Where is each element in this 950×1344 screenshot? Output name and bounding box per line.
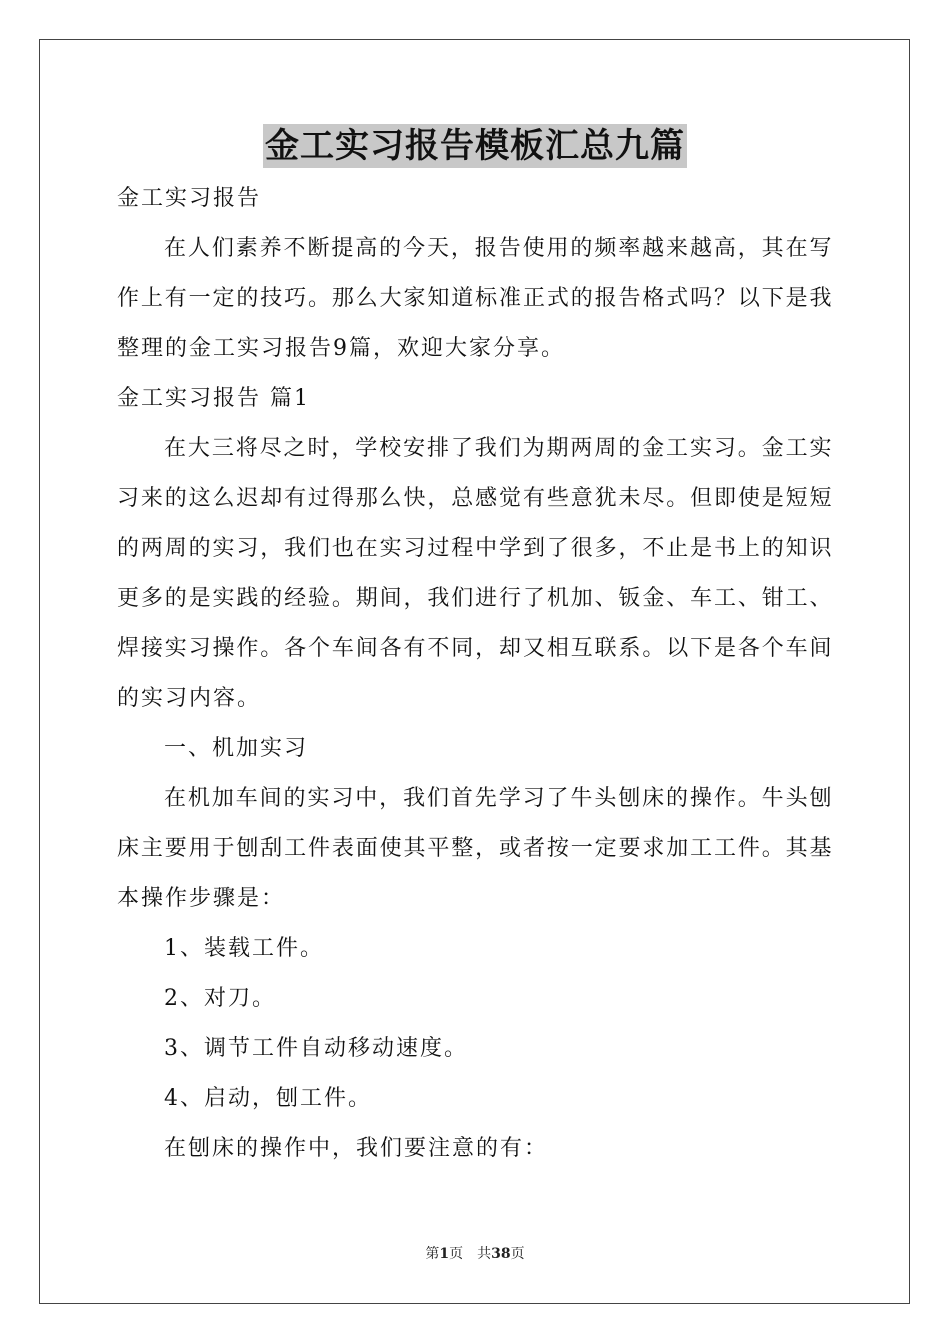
current-page-number: 1	[439, 1246, 450, 1262]
paragraph-line: 整理的金工实习报告9篇，欢迎大家分享。	[117, 336, 565, 361]
footer-prefix: 第	[425, 1246, 440, 1262]
paragraph-line: 在机加车间的实习中，我们首先学习了牛头刨床的操作。牛头刨	[164, 786, 833, 811]
subsection-heading: 一、机加实习	[164, 736, 309, 761]
paragraph-line: 的两周的实习，我们也在实习过程中学到了很多，不止是书上的知识	[117, 536, 833, 561]
footer-mid: 页 共	[449, 1246, 492, 1262]
section-heading: 金工实习报告 篇1	[117, 386, 310, 411]
paragraph-line: 在人们素养不断提高的今天，报告使用的频率越来越高，其在写	[164, 236, 833, 261]
document-title: 金工实习报告模板汇总九篇	[265, 126, 685, 166]
total-pages: 38	[491, 1246, 511, 1262]
paragraph-line: 的实习内容。	[117, 686, 262, 711]
paragraph-line: 床主要用于刨刮工件表面使其平整，或者按一定要求加工工件。其基	[117, 836, 833, 861]
list-item: 1、装载工件。	[164, 936, 324, 961]
list-item: 4、启动，刨工件。	[164, 1086, 372, 1111]
paragraph-line: 更多的是实践的经验。期间，我们进行了机加、钣金、车工、钳工、	[117, 586, 833, 611]
paragraph-line: 在大三将尽之时，学校安排了我们为期两周的金工实习。金工实	[164, 436, 833, 461]
section-heading: 金工实习报告	[117, 186, 262, 211]
paragraph-line: 本操作步骤是：	[117, 886, 286, 911]
list-item: 2、对刀。	[164, 986, 276, 1011]
footer-suffix: 页	[510, 1246, 525, 1262]
paragraph-line: 作上有一定的技巧。那么大家知道标准正式的报告格式吗？以下是我	[117, 286, 833, 311]
list-item: 3、调节工件自动移动速度。	[164, 1036, 468, 1061]
page-border	[39, 39, 910, 1304]
paragraph-line: 在刨床的操作中，我们要注意的有：	[164, 1136, 549, 1161]
paragraph-line: 焊接实习操作。各个车间各有不同，却又相互联系。以下是各个车间	[117, 636, 833, 661]
title-container	[0, 124, 950, 168]
page-footer	[0, 1244, 950, 1264]
paragraph-line: 习来的这么迟却有过得那么快，总感觉有些意犹未尽。但即使是短短	[117, 486, 833, 511]
